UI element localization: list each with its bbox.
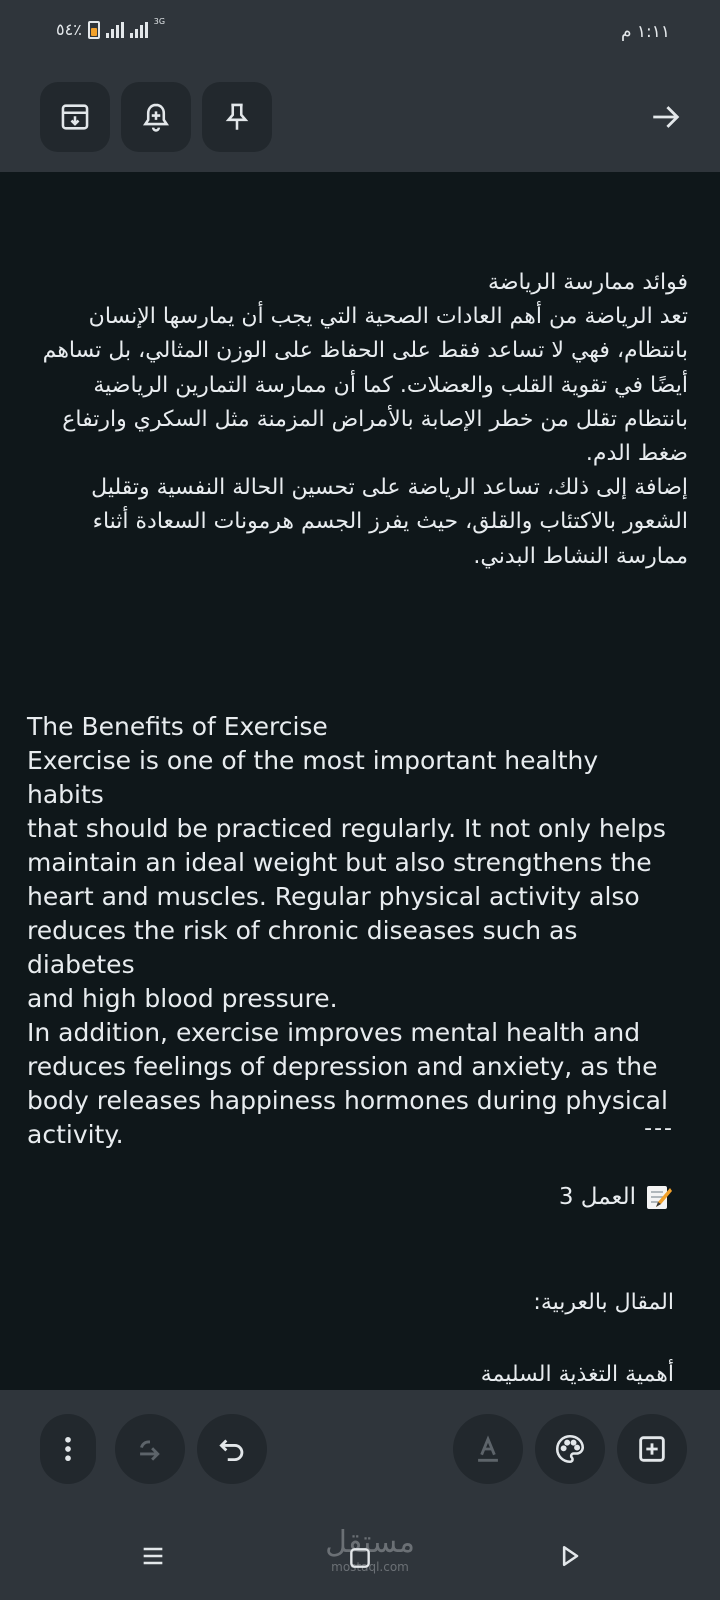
arabic-line: بانتظام تقلل من خطر الإصابة بالأمراض المزمنة مثل السكري وارتفاع	[62, 406, 688, 432]
status-indicators	[56, 17, 166, 39]
work-title	[559, 1182, 674, 1212]
english-line: maintain an ideal weight but also strengthens the	[27, 848, 652, 877]
english-text-block	[27, 710, 680, 1152]
play-back-icon	[556, 1542, 584, 1570]
arabic-line: الشعور بالاكتئاب والقلق، حيث يفرز الجسم هرمونات السعادة أثناء	[92, 509, 688, 535]
add-box-icon	[635, 1432, 669, 1466]
home-button[interactable]	[336, 1534, 384, 1582]
more-vert-icon	[51, 1432, 85, 1466]
pin-icon	[220, 100, 254, 134]
text-format-button[interactable]	[453, 1414, 523, 1484]
menu-icon	[139, 1542, 167, 1570]
signal-icon	[106, 22, 124, 38]
english-line: body releases happiness hormones during physical	[27, 1086, 668, 1115]
archive-icon	[58, 100, 92, 134]
arabic-line: ضغط الدم.	[585, 441, 688, 467]
text-format-icon	[471, 1432, 505, 1466]
english-line: reduces feelings of depression and anxiety, as the	[27, 1052, 658, 1081]
network-type: 3G	[153, 17, 166, 26]
signal-icon-2	[130, 22, 148, 38]
divider-text: ---	[644, 1116, 674, 1141]
battery-icon	[88, 21, 100, 39]
undo-icon	[215, 1432, 249, 1466]
redo-icon	[133, 1432, 167, 1466]
palette-icon	[553, 1432, 587, 1466]
back-button[interactable]	[646, 97, 686, 137]
arabic-article-title: أهمية التغذية السليمة	[480, 1362, 674, 1387]
arrow-forward-icon	[649, 100, 683, 134]
recent-apps-button[interactable]	[129, 1532, 177, 1580]
english-line: activity.	[27, 1120, 124, 1149]
note-body[interactable]	[0, 172, 720, 1390]
work-title-text: العمل 3	[558, 1184, 636, 1210]
pin-button[interactable]	[202, 82, 272, 152]
english-line: and high blood pressure.	[27, 984, 338, 1013]
arabic-line: أيضًا في تقوية القلب والعضلات. كما أن ممارسة التمارين الرياضية	[93, 372, 688, 398]
arabic-line: تعد الرياضة من أهم العادات الصحية التي يجب أن يمارسها الإنسان	[88, 304, 688, 330]
arabic-line: إضافة إلى ذلك، تساعد الرياضة على تحسين الحالة النفسية وتقليل	[91, 475, 688, 501]
background-color-button[interactable]	[535, 1414, 605, 1484]
status-time: ١:١١ م	[620, 22, 670, 42]
arabic-text-block	[26, 266, 688, 574]
add-reminder-icon	[139, 100, 173, 134]
status-bar	[0, 0, 720, 70]
redo-button[interactable]	[115, 1414, 185, 1484]
arabic-line: فوائد ممارسة الرياضة	[488, 270, 688, 295]
undo-button[interactable]	[197, 1414, 267, 1484]
arabic-line: بانتظام، فهي لا تساعد فقط على الحفاظ على الوزن المثالي، بل تساهم	[42, 338, 688, 364]
add-content-button[interactable]	[617, 1414, 687, 1484]
reminder-button[interactable]	[121, 82, 191, 152]
english-line: that should be practiced regularly. It not only helps	[27, 814, 666, 843]
english-line: Exercise is one of the most important healthy habits	[27, 746, 599, 809]
memo-icon	[644, 1182, 674, 1212]
system-nav-bar	[0, 1512, 720, 1600]
home-square-icon	[347, 1545, 373, 1571]
archive-button[interactable]	[40, 82, 110, 152]
watermark-english: mostaql.com	[331, 1560, 409, 1574]
arabic-line: ممارسة النشاط البدني.	[473, 543, 688, 569]
back-nav-button[interactable]	[546, 1532, 594, 1580]
arabic-article-label: المقال بالعربية:	[533, 1290, 674, 1315]
english-line: The Benefits of Exercise	[27, 712, 328, 741]
more-options-button[interactable]	[40, 1414, 96, 1484]
english-line: reduces the risk of chronic diseases such as diabetes	[27, 916, 578, 979]
bottom-toolbar	[0, 1390, 720, 1600]
battery-percent: ٥٤٪	[56, 20, 82, 39]
english-line: heart and muscles. Regular physical activity also	[27, 882, 640, 911]
english-line: In addition, exercise improves mental health and	[27, 1018, 641, 1047]
watermark-arabic: مستقل	[325, 1525, 415, 1560]
top-app-bar	[0, 0, 720, 172]
